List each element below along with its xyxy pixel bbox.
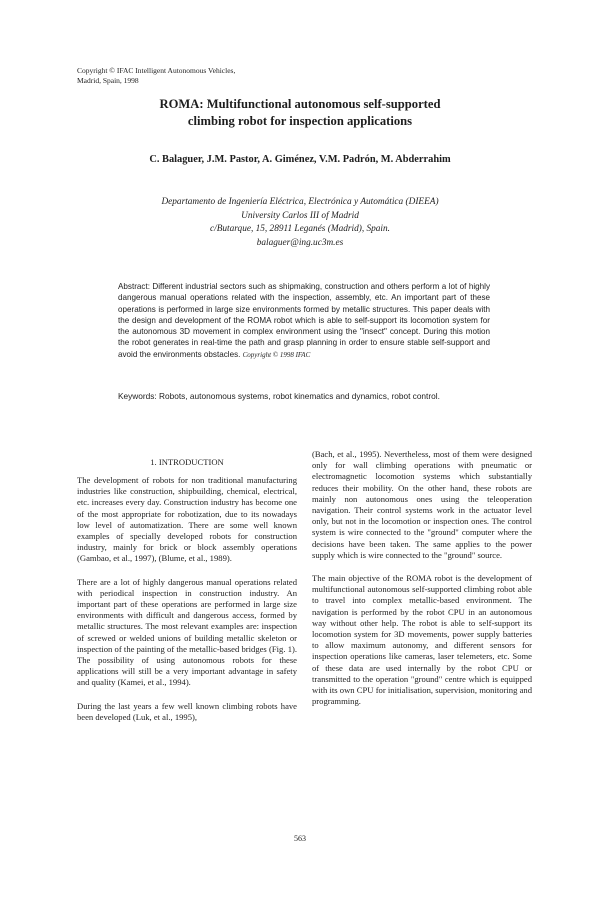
affiliation-email: balaguer@ing.uc3m.es: [256, 237, 344, 248]
left-column: [77, 475, 297, 735]
affiliation-department: Departamento de Ingeniería Eléctrica, Electrónica y Automática (DIEEA): [161, 197, 439, 207]
paragraph: The development of robots for non traditional manufacturing industries like construction, shipbuilding, chemical, electrical, etc. increases every day. Construction industry has become one of the most appropriate for robotization, due to its nowadays low level of automatization. There are some well known examples of specially developed robots for construction industry, mainly for brick or block assembly operations (Gambao, et al., 1997), (Blume, et al., 1989).: [77, 475, 297, 564]
copyright-line-1: Copyright © IFAC Intelligent Autonomous Vehicles,: [77, 66, 236, 75]
affiliation-university: University Carlos III of Madrid: [241, 210, 359, 221]
affiliation-address: c/Butarque, 15, 28911 Leganés (Madrid), Spain.: [210, 224, 390, 234]
abstract-copyright: Copyright © 1998 IFAC: [242, 350, 311, 359]
title-line-2: climbing robot for inspection applications: [187, 114, 413, 128]
copyright-notice: [77, 66, 235, 86]
title-line-1: ROMA: Multifunctional autonomous self-supported: [159, 97, 441, 111]
copyright-line-2: Madrid, Spain, 1998: [77, 76, 139, 85]
abstract: [118, 281, 490, 361]
paragraph: During the last years a few well known climbing robots have been developed (Luk, et al., 1995),: [77, 700, 297, 722]
abstract-text: Abstract: Different industrial sectors such as shipmaking, construction and others perform a lot of highly dangerous manual operations related with the inspection, assembly, etc. An important part of these operations is performed in large size environments formed by metallic structures. This paper deals with the design and development of the ROMA robot which is able to self-support its locomotion system for the autonomous 3D movement in complex environment using the "insect" concept. During this motion the robot generates in real-time the path and grasp planning in order to ensure stable self-support and avoid the environments obstacles.: [118, 282, 490, 359]
right-column: [312, 449, 532, 719]
paper-title: [0, 96, 600, 130]
paragraph: There are a lot of highly dangerous manual operations related with periodical inspection in construction industry. An important part of these operations are performed in large size environments with difficult and dangerous access, formed by metallic structures. The most relevant examples are: inspection of screwed or welded unions of building metallic skeleton or inspection of the painting of the metallic-based bridges (Fig. 1). The possibility of using autonomous robots for these applications will still be a very important advantage in safety and quality (Kamei, et al., 1994).: [77, 576, 297, 688]
keywords: Keywords: Robots, autonomous systems, robot kinematics and dynamics, robot control.: [118, 391, 440, 401]
page-number: 563: [294, 834, 306, 843]
authors: C. Balaguer, J.M. Pastor, A. Giménez, V.M. Padrón, M. Abderrahim: [149, 154, 451, 165]
section-heading: 1. INTRODUCTION: [150, 457, 224, 467]
affiliation: [0, 196, 600, 250]
paragraph: The main objective of the ROMA robot is the development of multifunctional autonomous self-supported climbing robot able to travel into complex metallic-based environment. The navigation is performed by the robot CPU in an autonomous way without other help. The robot is able to self-support its locomotion system for 3D movements, power supply batteries to allow maximum autonomy, and different sensors for inspection operations like cameras, laser telemeters, etc. Some of these data are used internally by the robot CPU or transmitted to the operation "ground" centre which is equipped with its own CPU for initialisation, supervision, monitoring and programming.: [312, 573, 532, 707]
paragraph: (Bach, et al., 1995). Nevertheless, most of them were designed only for wall climbing operations with pneumatic or electromagnetic locomotion systems which substantially reduces their mobility. On the other hand, these robots are mainly non autonomous ones using the teleoperation navigation. Their control systems work in the actuator level only, but not in the locomotion or inspection ones. The control system is wire connected to the "ground" computer where the decisions have been taken. The same applies to the power supply which is wire connected to the "ground" source.: [312, 449, 532, 560]
